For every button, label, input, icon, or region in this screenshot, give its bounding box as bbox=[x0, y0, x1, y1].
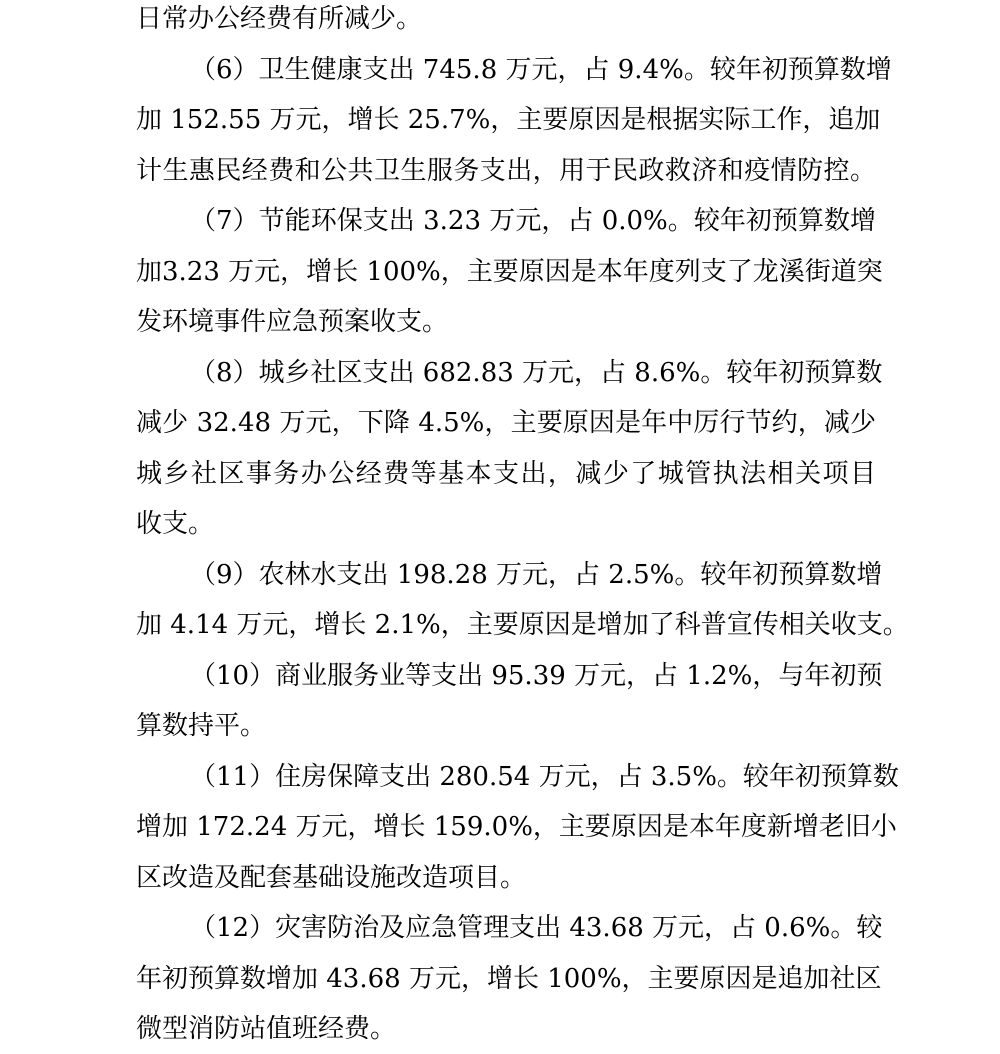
text-line: 加 152.55 万元，增长 25.7%，主要原因是根据实际工作，追加 bbox=[136, 105, 881, 135]
text-line: 增加 172.24 万元，增长 159.0%，主要原因是本年度新增老旧小 bbox=[136, 812, 897, 842]
text-line: 发环境事件应急预案收支。 bbox=[136, 307, 449, 337]
text-line: 加3.23 万元，增长 100%，主要原因是本年度列支了龙溪街道突 bbox=[136, 257, 883, 287]
text-line: 微型消防站值班经费。 bbox=[136, 1014, 397, 1044]
text-line: 年初预算数增加 43.68 万元，增长 100%，主要原因是追加社区 bbox=[136, 964, 882, 994]
text-line: （12）灾害防治及应急管理支出 43.68 万元，占 0.6%。较 bbox=[190, 913, 883, 943]
text-line: 减少 32.48 万元，下降 4.5%，主要原因是年中厉行节约，减少 bbox=[136, 408, 876, 438]
text-line: （11）住房保障支出 280.54 万元，占 3.5%。较年初预算数 bbox=[190, 762, 899, 792]
text-line: （8）城乡社区支出 682.83 万元，占 8.6%。较年初预算数 bbox=[190, 358, 883, 388]
text-line: 城乡社区事务办公经费等基本支出，减少了城管执法相关项目 bbox=[136, 459, 876, 489]
text-line: （10）商业服务业等支出 95.39 万元，占 1.2%，与年初预 bbox=[190, 661, 883, 691]
text-line: 区改造及配套基础设施改造项目。 bbox=[136, 863, 527, 893]
text-line: 收支。 bbox=[136, 509, 215, 539]
text-line: （9）农林水支出 198.28 万元，占 2.5%。较年初预算数增 bbox=[190, 560, 883, 590]
text-line: 算数持平。 bbox=[136, 711, 267, 741]
text-line: （6）卫生健康支出 745.8 万元，占 9.4%。较年初预算数增 bbox=[190, 55, 892, 85]
text-line: 日常办公经费有所减少。 bbox=[136, 4, 423, 34]
text-line: 加 4.14 万元，增长 2.1%，主要原因是增加了科普宣传相关收支。 bbox=[136, 610, 909, 640]
text-line: （7）节能环保支出 3.23 万元，占 0.0%。较年初预算数增 bbox=[190, 206, 876, 236]
text-line: 计生惠民经费和公共卫生服务支出，用于民政救济和疫情防控。 bbox=[136, 156, 876, 186]
